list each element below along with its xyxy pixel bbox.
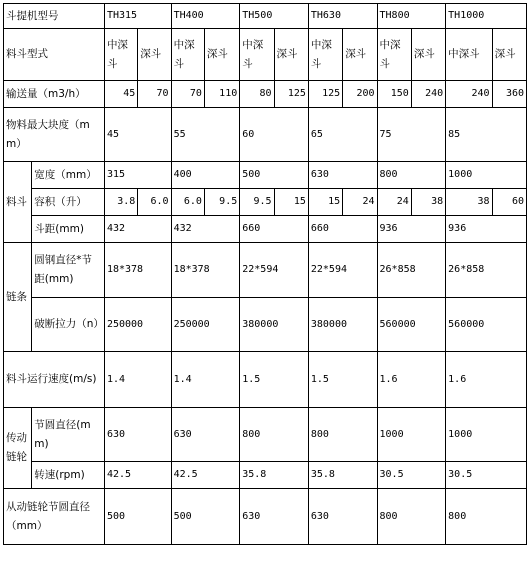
speed-value: 1.5 [308, 352, 377, 408]
capacity-value: 80 [240, 81, 274, 108]
max-lump-value: 75 [377, 108, 446, 162]
driven-label: 从动链轮节圆直径（mm） [4, 489, 105, 545]
hopper-width-value: 1000 [446, 162, 527, 189]
chain-breaking-value: 560000 [377, 298, 446, 352]
chain-breaking-value: 380000 [308, 298, 377, 352]
chain-size-value: 22*594 [308, 243, 377, 298]
max-lump-row [4, 108, 527, 162]
driven-row [4, 489, 527, 545]
speed-label: 料斗运行速度(m/s) [4, 352, 105, 408]
hopper-type-deep: 深斗 [274, 29, 308, 81]
hopper-volume-value: 9.5 [240, 189, 274, 216]
capacity-value: 70 [171, 81, 204, 108]
hopper-type-medium: 中深斗 [104, 29, 137, 81]
drive-pitch-value: 630 [171, 408, 240, 462]
capacity-label: 输送量（m3/h） [4, 81, 105, 108]
model-name: TH800 [377, 4, 446, 29]
capacity-value: 150 [377, 81, 411, 108]
hopper-width-value: 400 [171, 162, 240, 189]
hopper-width-value: 315 [104, 162, 171, 189]
max-lump-value: 85 [446, 108, 527, 162]
model-name: TH1000 [446, 4, 527, 29]
hopper-type-label: 料斗型式 [4, 29, 105, 81]
chain-breaking-value: 250000 [104, 298, 171, 352]
hopper-volume-label: 容积（升） [32, 189, 105, 216]
drive-pitch-row [4, 408, 527, 462]
drive-rpm-label: 转速(rpm) [32, 462, 105, 489]
chain-size-value: 26*858 [377, 243, 446, 298]
spec-table [3, 3, 527, 545]
hopper-type-deep: 深斗 [411, 29, 445, 81]
capacity-value: 45 [104, 81, 137, 108]
chain-breaking-value: 250000 [171, 298, 240, 352]
drive-pitch-value: 1000 [446, 408, 527, 462]
drive-rpm-value: 42.5 [104, 462, 171, 489]
chain-size-value: 22*594 [240, 243, 309, 298]
hopper-type-medium: 中深斗 [446, 29, 492, 81]
hopper-type-medium: 中深斗 [308, 29, 342, 81]
drive-pitch-value: 630 [104, 408, 171, 462]
hopper-pitch-value: 936 [446, 216, 527, 243]
hopper-volume-value: 60 [492, 189, 526, 216]
capacity-value: 240 [446, 81, 492, 108]
hopper-volume-value: 38 [446, 189, 492, 216]
max-lump-value: 55 [171, 108, 240, 162]
hopper-volume-value: 6.0 [171, 189, 204, 216]
hopper-type-deep: 深斗 [138, 29, 171, 81]
hopper-pitch-label: 斗距(mm) [32, 216, 105, 243]
drive-rpm-value: 42.5 [171, 462, 240, 489]
hopper-width-value: 500 [240, 162, 309, 189]
hopper-width-value: 800 [377, 162, 446, 189]
drive-rpm-value: 35.8 [240, 462, 309, 489]
hopper-type-medium: 中深斗 [240, 29, 274, 81]
chain-breaking-row [4, 298, 527, 352]
driven-value: 500 [104, 489, 171, 545]
capacity-value: 110 [204, 81, 239, 108]
drive-pitch-value: 800 [240, 408, 309, 462]
hopper-pitch-value: 936 [377, 216, 446, 243]
capacity-value: 125 [308, 81, 342, 108]
chain-group-label: 链条 [4, 243, 32, 352]
hopper-type-deep: 深斗 [343, 29, 377, 81]
hopper-type-deep: 深斗 [204, 29, 239, 81]
hopper-type-row [4, 29, 527, 81]
max-lump-value: 60 [240, 108, 309, 162]
driven-value: 630 [308, 489, 377, 545]
capacity-value: 200 [343, 81, 377, 108]
speed-value: 1.6 [377, 352, 446, 408]
hopper-volume-value: 24 [343, 189, 377, 216]
chain-breaking-value: 560000 [446, 298, 527, 352]
hopper-volume-value: 9.5 [204, 189, 239, 216]
drive-pitch-value: 1000 [377, 408, 446, 462]
chain-size-value: 26*858 [446, 243, 527, 298]
max-lump-label: 物料最大块度（mm） [4, 108, 105, 162]
header-label: 斗提机型号 [4, 4, 105, 29]
chain-size-row [4, 243, 527, 298]
hopper-volume-value: 6.0 [138, 189, 171, 216]
hopper-volume-row [4, 189, 527, 216]
chain-size-value: 18*378 [104, 243, 171, 298]
hopper-width-value: 630 [308, 162, 377, 189]
hopper-group-label: 料斗 [4, 162, 32, 243]
hopper-volume-value: 15 [274, 189, 308, 216]
speed-value: 1.4 [171, 352, 240, 408]
speed-row [4, 352, 527, 408]
capacity-row [4, 81, 527, 108]
hopper-width-row [4, 162, 527, 189]
capacity-value: 360 [492, 81, 526, 108]
chain-breaking-label: 破断拉力（n） [32, 298, 105, 352]
chain-size-label: 圆钢直径*节距(mm) [32, 243, 105, 298]
hopper-pitch-row [4, 216, 527, 243]
header-row [4, 4, 527, 29]
driven-value: 630 [240, 489, 309, 545]
drive-rpm-value: 30.5 [446, 462, 527, 489]
hopper-pitch-value: 660 [308, 216, 377, 243]
drive-pitch-label: 节圆直径(mm) [32, 408, 105, 462]
model-name: TH500 [240, 4, 309, 29]
chain-breaking-value: 380000 [240, 298, 309, 352]
drive-rpm-value: 30.5 [377, 462, 446, 489]
hopper-type-medium: 中深斗 [171, 29, 204, 81]
speed-value: 1.6 [446, 352, 527, 408]
max-lump-value: 65 [308, 108, 377, 162]
hopper-type-deep: 深斗 [492, 29, 526, 81]
driven-value: 800 [446, 489, 527, 545]
drive-rpm-row [4, 462, 527, 489]
hopper-volume-value: 38 [411, 189, 445, 216]
model-name: TH630 [308, 4, 377, 29]
driven-value: 500 [171, 489, 240, 545]
hopper-width-label: 宽度（mm） [32, 162, 105, 189]
capacity-value: 70 [138, 81, 171, 108]
drive-group-label: 传动链轮 [4, 408, 32, 489]
model-name: TH315 [104, 4, 171, 29]
hopper-volume-value: 3.8 [104, 189, 137, 216]
model-name: TH400 [171, 4, 240, 29]
hopper-pitch-value: 432 [171, 216, 240, 243]
drive-rpm-value: 35.8 [308, 462, 377, 489]
speed-value: 1.5 [240, 352, 309, 408]
hopper-volume-value: 24 [377, 189, 411, 216]
hopper-type-medium: 中深斗 [377, 29, 411, 81]
capacity-value: 240 [411, 81, 445, 108]
hopper-volume-value: 15 [308, 189, 342, 216]
capacity-value: 125 [274, 81, 308, 108]
max-lump-value: 45 [104, 108, 171, 162]
hopper-pitch-value: 432 [104, 216, 171, 243]
hopper-pitch-value: 660 [240, 216, 309, 243]
chain-size-value: 18*378 [171, 243, 240, 298]
speed-value: 1.4 [104, 352, 171, 408]
drive-pitch-value: 800 [308, 408, 377, 462]
driven-value: 800 [377, 489, 446, 545]
